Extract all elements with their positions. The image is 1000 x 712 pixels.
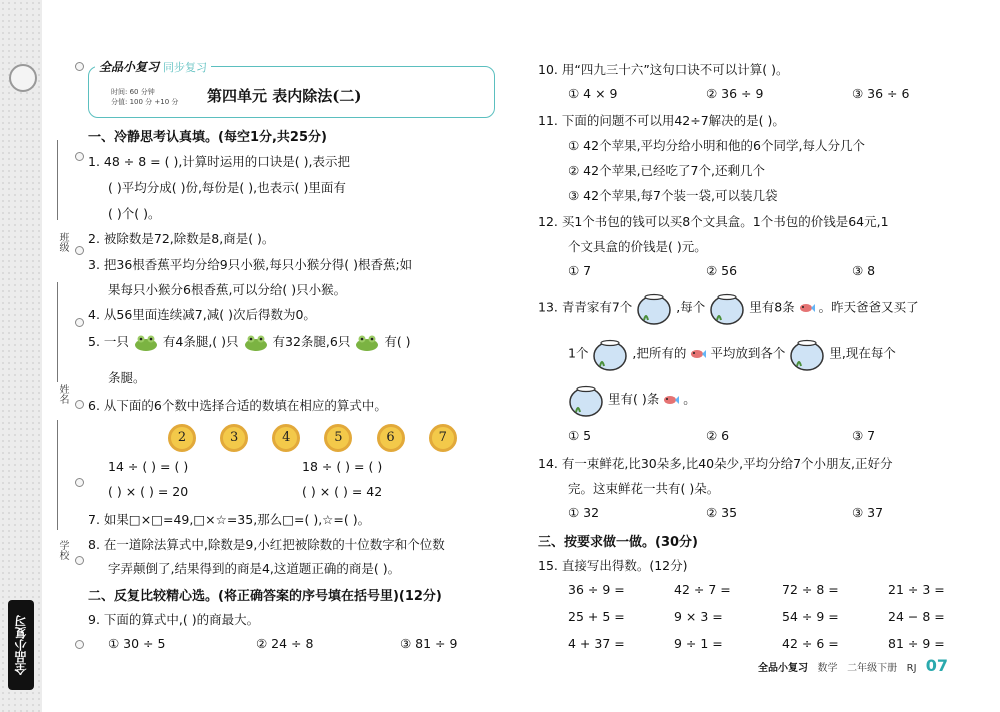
calc-item: 9 × 3 = [674, 609, 723, 624]
q5-part1: 5. 一只 [88, 334, 129, 349]
q9-option-3: ③ 81 ÷ 9 [400, 636, 458, 651]
brand-name: 全品小复习 [99, 60, 160, 74]
time-label: 时间: 60 分钟 [111, 88, 155, 96]
q13-text: 1个 [568, 345, 589, 361]
q14-option-1: ① 32 [568, 505, 600, 520]
brand-label [95, 58, 211, 75]
q12-line2: 个文具盒的价钱是( )元。 [568, 239, 707, 254]
q7: 7. 如果□×□=49,□×☆=35,那么□=( ),☆=( )。 [88, 512, 371, 527]
q3-line1: 3. 把36根香蕉平均分给9只小猴,每只小猴分得( )根香蕉;如 [88, 257, 413, 272]
q9-option-2: ② 24 ÷ 8 [256, 636, 314, 651]
q13-text: 里有( )条 [607, 391, 660, 407]
exam-meta [111, 87, 178, 107]
calc-item: 42 ÷ 7 = [674, 582, 731, 597]
fishbowl-icon [592, 336, 628, 372]
q11-prompt: 11. 下面的问题不可以用42÷7解决的是( )。 [538, 113, 785, 128]
q9-option-1: ① 30 ÷ 5 [108, 636, 166, 651]
q11-option-3: ③ 42个苹果,每7个装一袋,可以装几袋 [568, 188, 778, 203]
q11-option-1: ① 42个苹果,平均分给小明和他的6个同学,每人分几个 [568, 138, 865, 153]
frog-icon [133, 333, 159, 353]
q9-prompt: 9. 下面的算式中,( )的商最大。 [88, 612, 260, 627]
student-info-column [42, 0, 74, 712]
class-line [57, 140, 58, 220]
seal-icon [9, 64, 37, 92]
q1-line1: 1. 48 ÷ 8 = ( ),计算时运用的口诀是( ),表示把 [88, 154, 351, 169]
q6-formula-1: 14 ÷ ( ) = ( ) [108, 459, 189, 474]
q6-formula-2: 18 ÷ ( ) = ( ) [302, 459, 383, 474]
q14-line2: 完。这束鲜花一共有( )朵。 [568, 481, 720, 496]
hole-icon [75, 640, 84, 649]
name-label: 姓名 [57, 384, 68, 404]
flower-number: 3 [220, 424, 248, 452]
q8-line1: 8. 在一道除法算式中,除数是9,小红把被除数的十位数字和个位数 [88, 537, 445, 552]
calc-item: 21 ÷ 3 = [888, 582, 945, 597]
q13-text: 里有8条 [749, 299, 795, 315]
side-strip [0, 0, 42, 712]
q13-text: ,把所有的 [632, 345, 687, 361]
q13-line3 [568, 382, 696, 418]
q13-option-1: ① 5 [568, 428, 592, 443]
q1-line3: ( )个( )。 [108, 206, 161, 221]
page-number: 07 [925, 656, 948, 675]
q13-line1 [538, 290, 919, 326]
q4: 4. 从56里面连续减7,减( )次后得数为0。 [88, 307, 316, 322]
q6-formula-4: ( ) × ( ) = 42 [302, 484, 383, 499]
fishbowl-icon [636, 290, 672, 326]
q5-line1 [88, 332, 411, 353]
q14-option-3: ③ 37 [852, 505, 884, 520]
q12-option-1: ① 7 [568, 263, 592, 278]
calc-item: 4 + 37 = [568, 636, 625, 651]
q13-line2 [568, 336, 896, 372]
fishbowl-icon [709, 290, 745, 326]
q13-text: 平均放到各个 [710, 345, 786, 361]
hole-icon [75, 478, 84, 487]
page-footer [758, 656, 948, 675]
hole-icon [75, 400, 84, 409]
q2: 2. 被除数是72,除数是8,商是( )。 [88, 231, 275, 246]
hole-icon [75, 556, 84, 565]
score-label: 分值: 100 分 +10 分 [111, 98, 179, 106]
q8-line2: 字弄颠倒了,结果得到的商是4,这道题正确的商是( )。 [108, 561, 401, 576]
footer-grade: 二年级下册 [847, 663, 898, 674]
q14-line1: 14. 有一束鲜花,比30朵多,比40朵少,平均分给7个小朋友,正好分 [538, 456, 893, 471]
q14-option-2: ② 35 [706, 505, 738, 520]
flower-number: 4 [272, 424, 300, 452]
left-page [88, 0, 508, 712]
q6-number-flowers [168, 424, 477, 452]
hole-icon [75, 318, 84, 327]
q13-text: 。昨天爸爸又买了 [818, 299, 919, 315]
calc-item: 9 ÷ 1 = [674, 636, 723, 651]
unit-header [88, 60, 495, 118]
fish-icon [690, 348, 706, 360]
calc-item: 72 ÷ 8 = [782, 582, 839, 597]
q6-prompt: 6. 从下面的6个数中选择合适的数填在相应的算式中。 [88, 398, 387, 413]
q10-option-3: ③ 36 ÷ 6 [852, 86, 910, 101]
flower-number: 7 [429, 424, 457, 452]
class-label: 班级 [57, 232, 68, 252]
calc-item: 54 ÷ 9 = [782, 609, 839, 624]
fishbowl-icon [789, 336, 825, 372]
q13-text: 13. 青青家有7个 [538, 299, 633, 315]
calc-item: 42 ÷ 6 = [782, 636, 839, 651]
q5-part2: 有4条腿,( )只 [162, 334, 239, 349]
fish-icon [663, 394, 679, 406]
name-line [57, 282, 58, 382]
q11-option-2: ② 42个苹果,已经吃了7个,还剩几个 [568, 163, 765, 178]
side-logo: 全品小复习 [8, 600, 34, 690]
calc-item: 25 + 5 = [568, 609, 625, 624]
q15-prompt: 15. 直接写出得数。(12分) [538, 558, 688, 573]
footer-edition: RJ [906, 663, 917, 674]
fish-icon [799, 302, 815, 314]
q12-option-3: ③ 8 [852, 263, 876, 278]
q13-text: 里,现在每个 [829, 345, 896, 361]
flower-number: 6 [377, 424, 405, 452]
q10-prompt: 10. 用“四九三十六”这句口诀不可以计算( )。 [538, 62, 789, 77]
hole-icon [75, 246, 84, 255]
hole-icon [75, 62, 84, 71]
page-title: 第四单元 表内除法(二) [207, 87, 362, 105]
flower-number: 2 [168, 424, 196, 452]
q13-option-2: ② 6 [706, 428, 730, 443]
q12-option-2: ② 56 [706, 263, 738, 278]
q10-option-2: ② 36 ÷ 9 [706, 86, 764, 101]
footer-brand: 全品小复习 [758, 663, 808, 674]
fishbowl-icon [568, 382, 604, 418]
q5-part3: 有32条腿,6只 [272, 334, 351, 349]
q12-line1: 12. 买1个书包的钱可以买8个文具盒。1个书包的价钱是64元,1 [538, 214, 889, 229]
q13-text: ,每个 [676, 299, 706, 315]
q5-part4: 有( ) [384, 334, 411, 349]
right-page [538, 0, 950, 712]
q1-line2: ( )平均分成( )份,每份是( ),也表示( )里面有 [108, 180, 346, 195]
hole-icon [75, 152, 84, 161]
q10-option-1: ① 4 × 9 [568, 86, 618, 101]
binder-holes [72, 0, 84, 712]
calc-item: 24 − 8 = [888, 609, 945, 624]
section-1-heading: 一、冷静思考认真填。(每空1分,共25分) [88, 130, 327, 145]
q13-text: 。 [683, 391, 696, 407]
flower-number: 5 [324, 424, 352, 452]
brand-sub: 同步复习 [163, 61, 208, 74]
section-3-heading: 三、按要求做一做。(30分) [538, 535, 698, 550]
section-2-heading: 二、反复比较精心选。(将正确答案的序号填在括号里)(12分) [88, 589, 442, 604]
frog-icon [354, 333, 380, 353]
q6-formula-3: ( ) × ( ) = 20 [108, 484, 189, 499]
q3-line2: 果每只小猴分6根香蕉,可以分给( )只小猴。 [108, 282, 347, 297]
frog-icon [243, 333, 269, 353]
calc-item: 81 ÷ 9 = [888, 636, 945, 651]
calc-item: 36 ÷ 9 = [568, 582, 625, 597]
school-label: 学校 [57, 540, 68, 560]
q13-option-3: ③ 7 [852, 428, 876, 443]
footer-subject: 数学 [817, 663, 838, 674]
q5-line2: 条腿。 [108, 370, 146, 385]
school-line [57, 420, 58, 530]
